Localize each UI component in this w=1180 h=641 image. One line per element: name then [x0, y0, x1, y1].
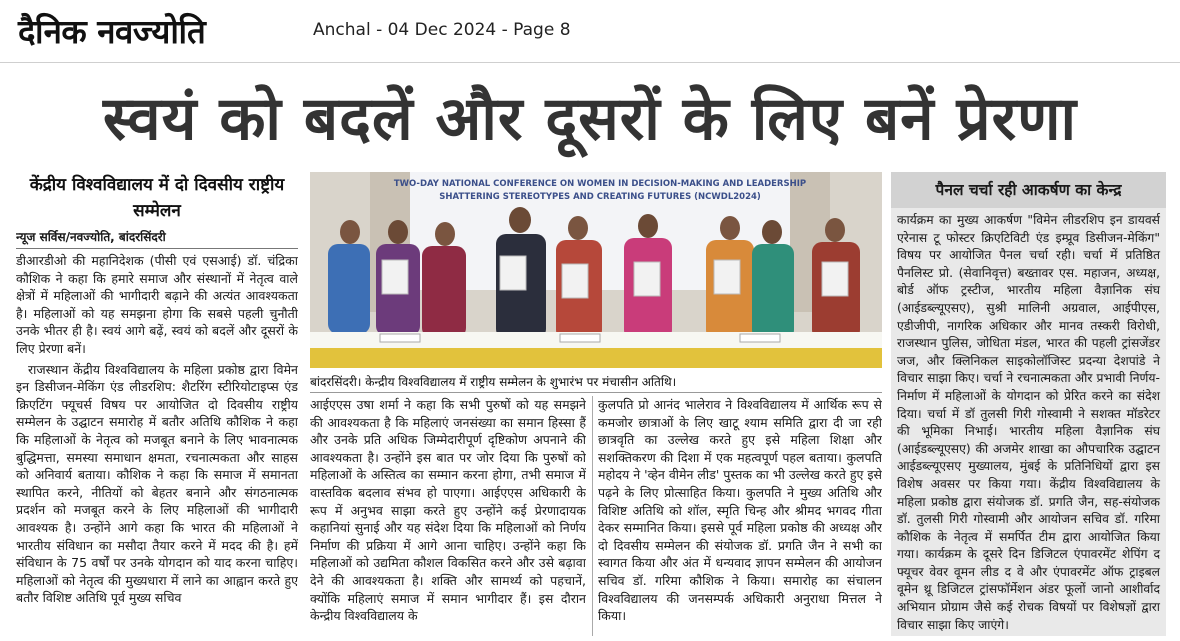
- right-column-text: कुलपति प्रो आनंद भालेराव ने विश्वविद्यालय में आर्थिक रूप से कमजोर छात्राओं के लिए खाटू श्याम समिति द्वारा दी जा रही छात्रवृति का उल्लेख करते हुए इसे महिला शिक्षा और सशक्तिकरण की दिशा में एक महत्वपूर्ण पहल बताया। कुलपति महोदय ने 'व्हेन वीमेन लीड' पुस्तक का भी उल्लेख करते हुए इसे पढ़ने के लिए प्रोत्साहित किया। कुलपति ने मुख्य अतिथि और विशिष्ट अतिथि को शॉल, स्मृति चिन्ह और श्रीमद भगवद गीता देकर सम्मानित किया। इससे पूर्व महिला प्रकोष्ठ की अध्यक्ष और दो दिवसीय सम्मेलन की संयोजक डॉ. प्रगति जैन ने सभी का स्वागत किया और अंत में धन्यवाद ज्ञापन सम्मेलन की आयोजन सचिव डॉ. गरिमा कौशिक ने किया। समारोह का संचालन विश्वविद्यालय की जनसम्पर्क अधिकारी अनुराधा मित्तल ने किया।: [598, 397, 882, 624]
- middle-column: [310, 396, 586, 638]
- left-paragraph-1: डीआरडीओ की महानिदेशक (पीसी एवं एसआई) डॉ. चंद्रिका कौशिक ने कहा कि हमारे समाज और संस्थानों में नेतृत्व वाले क्षेत्रों में महिलाओं की भागीदारी बढ़ाने की अत्यंत आवश्यकता है। महिलाओं को यह समझना होगा कि सबसे पहली चुनौती उनके भीतर ही है। स्वयं आगे बढ़ें, स्वयं को बदलें और दूसरों के लिए प्रेरणा बनें।: [16, 253, 298, 356]
- banner-line-2: SHATTERING STEREOTYPES AND CREATING FUTURES (NCWDL2024): [439, 192, 761, 202]
- panel-box-text: कार्यक्रम का मुख्य आकर्षण "विमेन लीडरशिप इन डायवर्स एरेनास टू फोस्टर क्रिएटिविटी एंड इम्प्रूव डिसीजन-मेकिंग" विषय पर आयोजित पैनल चर्चा रही। चर्चा में प्रतिष्ठित पैनलिस्ट प्रो. (सेवानिवृत्त) बख्तावर एस. महाजन, अध्यक्ष, बोर्ड ऑफ ट्रस्टीज, भारतीय महिला वैज्ञानिक संघ (आईडब्ल्यूएसए), सुश्री मालिनी अग्रवाल, आईपीएस, एडीजीपी, नागरिक अधिकार और मानव तस्करी विरोधी, राजस्थान पुलिस, जोधिता मंडल, भारत की पहली ट्रांसजेंडर जज, और क्लिनिकल साइकोलॉजिस्ट प्रदन्या देशपांडे ने विचार साझा किए। चर्चा ने रचनात्मकता और प्रभावी निर्णय-निर्माण में महिलाओं के योगदान को प्रेरित करने का संदेश दिया। चर्चा में डॉ तुलसी गिरी गोस्वामी ने सशक्त मॉडरेटर की भूमिका निभाई। भारतीय महिला वैज्ञानिक संघ (आईडब्ल्यूएसए) की अजमेर शाखा का औपचारिक उद्घाटन आईडब्ल्यूएसए मुख्यालय, मुंबई के प्रतिनिधियों द्वारा इस विशेष अवसर पर किया गया। केंद्रीय विश्वविद्यालय के महिला प्रकोष्ठ द्वारा संयोजक डॉ. प्रगति जैन, सह-संयोजक डॉ. तुलसी गिरी गोस्वामी और आयोजन सचिव डॉ. गरिमा कौशिक के नेतृत्व में समर्पित टीम द्वारा आयोजित किया गया। कार्यक्रम के दूसरे दिन डिजिटल एंपावरमेंट शेपिंग द फ्यूचर वेवर वूमन लीड द वे और एंपावरमेंट ऑफ ट्राइबल वूमेन थ्रू डिजिटल ट्रांसफॉर्मेशन अंडर फूलों जानो आशीर्वाद अभियान प्रोग्राम जैसे कई रोचक विषयों पर विशेषज्ञों द्वारा विचार साझा किए जाएंगे।: [897, 213, 1160, 632]
- newspaper-name: दैनिक नवज्योति: [18, 12, 206, 51]
- left-column: [16, 172, 298, 638]
- left-paragraph-2: राजस्थान केंद्रीय विश्वविद्यालय के महिला प्रकोष्ठ द्वारा विमेन इन डिसीजन-मेकिंग एंड लीडरशिप: शैटरिंग स्टीरियोटाइप्स एंड क्रिएटिंग फ्यूचर्स विषय पर आयोजित दो दिवसीय राष्ट्रीय सम्मेलन के उद्घाटन समारोह में बतौर अतिथि कौशिक ने कहा कि महिलाओं के नेतृत्व को मजबूत बनाने के लिए भावनात्मक बुद्धिमत्ता, समस्या समाधान क्षमता, रचनात्मकता और साहस को अनिवार्य बताया। कौशिक ने कहा कि समाज में समानता स्थापित करने, नीतियों को बेहतर बनाने और संगठनात्मक प्रदर्शन को मजबूत करने के लिए महिलाओं की भागीदारी आवश्यक है। उन्होंने आगे कहा कि भारत की महिलाओं ने भारतीय संविधान का मसौदा तैयार करने में मदद की है। हमें संविधान के 75 वर्षों पर उनके योगदान को याद करना चाहिए। महिलाओं को नेतृत्व की मुख्यधारा में लाने का आह्वान करते हुए बतौर विशिष्ट अतिथि पूर्व मुख्य सचिव: [16, 361, 298, 606]
- panel-box-heading: पैनल चर्चा रही आकर्षण का केन्द्र: [891, 172, 1166, 208]
- middle-column-text: आईएएस उषा शर्मा ने कहा कि सभी पुरुषों को यह समझने की आवश्यकता है कि महिलाएं जनसंख्या का समान हिस्सा हैं और उनके प्रति अधिक जिम्मेदारीपूर्ण दृष्टिकोण अपनाने की आवश्यकता है। उन्होंने इस बात पर जोर दिया कि पुरुषों को महिलाओं के अस्तित्व का सम्मान करना होगा, तभी समाज में वास्तविक बदलाव संभव हो पाएगा। आईएएस अधिकारी के रूप में अनुभव साझा करते हुए उन्होंने कई प्रेरणादायक कहानियां सुनाई और यह संदेश दिया कि महिलाओं को निर्णय निर्माण की प्रक्रिया में आगे आना चाहिए। उन्होंने कहा कि महिलाओं को उद्यमिता कौशल विकसित करने और उसे बढ़ावा देने की आवश्यकता है। शक्ति और सामर्थ्य को पहचानें, क्योंकि महिलाएं समाज में समान भागीदार हैं। इस दौरान केन्द्रीय विश्वविद्यालय के: [310, 397, 586, 624]
- edition-label: Anchal - 04 Dec 2024 - Page 8: [313, 20, 571, 40]
- photo-caption: बांदरसिंदरी। केन्द्रीय विश्वविद्यालय में राष्ट्रीय सम्मेलन के शुभारंभ पर मंचासीन अतिथि।: [310, 372, 882, 393]
- event-photo-illustration: [310, 172, 882, 368]
- flower-decoration: [310, 348, 882, 368]
- right-text-column: [598, 396, 882, 638]
- subheading: केंद्रीय विश्वविद्यालय में दो दिवसीय राष्ट्रीय सम्मेलन: [29, 175, 285, 221]
- byline: न्यूज सर्विस/नवज्योति, बांदरसिंदरी: [16, 228, 298, 249]
- banner-line-1: TWO-DAY NATIONAL CONFERENCE ON WOMEN IN DECISION-MAKING AND LEADERSHIP: [393, 179, 807, 189]
- masthead-bar: [0, 0, 1180, 63]
- event-photo: [310, 172, 882, 368]
- panel-discussion-box: [891, 172, 1166, 636]
- page-headline: स्वयं को बदलें और दूसरों के लिए बनें प्रेरणा: [102, 84, 1078, 154]
- column-divider: [592, 396, 593, 636]
